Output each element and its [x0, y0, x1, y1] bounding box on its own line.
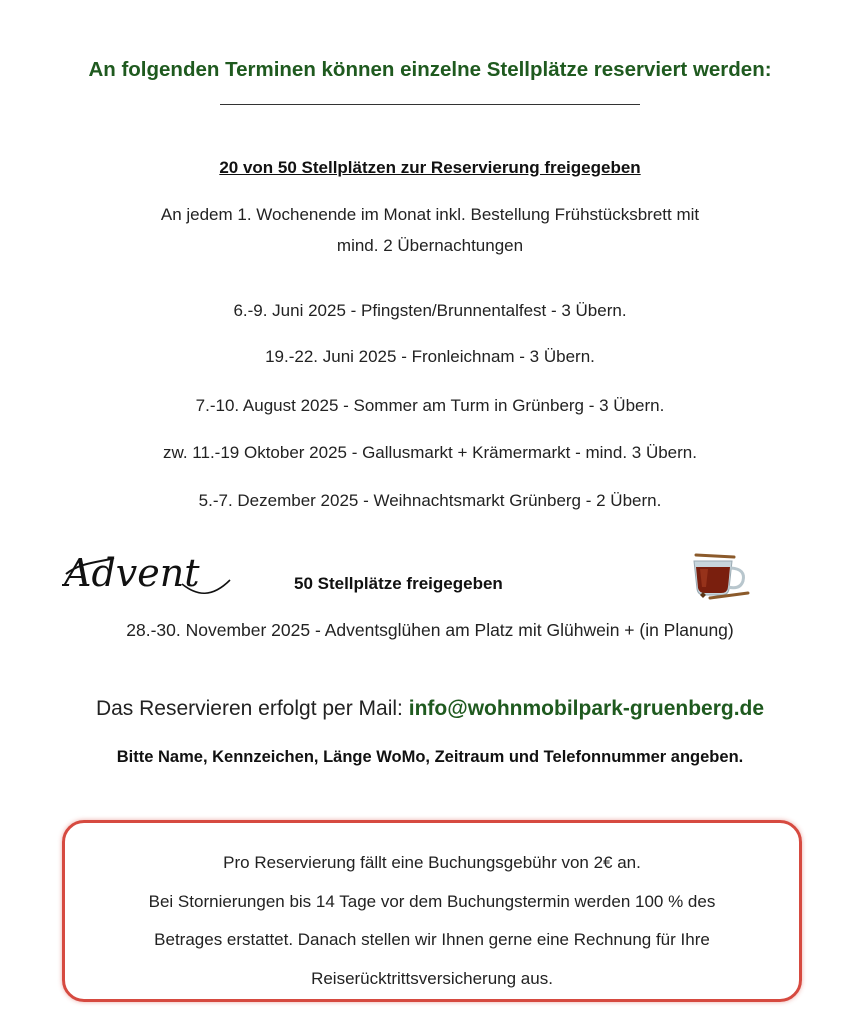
advent-title: 50 Stellplätze freigegeben — [294, 574, 503, 593]
date-row-gallusmarkt: zw. 11.-19 Oktober 2025 - Gallusmarkt + Krämermarkt - mind. 3 Übern. — [163, 443, 697, 462]
mulled-wine-cup-icon — [688, 551, 750, 603]
advent-date-line: 28.-30. November 2025 - Adventsglühen am Platz mit Glühwein + (in Planung) — [126, 620, 734, 640]
partial-reservation-intro — [0, 199, 860, 261]
date-row-fronleichnam: 19.-22. Juni 2025 - Fronleichnam - 3 Übern. — [265, 347, 595, 366]
partial-reservation-subheading: 20 von 50 Stellplätzen zur Reservierung freigegeben — [219, 158, 641, 177]
advent-script-logo — [62, 544, 234, 602]
intro-line: mind. 2 Übernachtungen — [336, 236, 524, 255]
contact-mail-prefix: Das Reservieren erfolgt per Mail: — [95, 697, 409, 720]
page-heading: An folgenden Terminen können einzelne Stellplätze reserviert werden: — [88, 58, 772, 81]
contact-email-link[interactable]: info@wohnmobilpark-gruenberg.de — [408, 697, 765, 720]
contact-mail-line — [0, 697, 860, 721]
fee-line: Bei Stornierungen bis 14 Tage vor dem Buchungstermin werden 100 % des — [148, 891, 716, 911]
fee-info-text — [62, 844, 802, 998]
intro-line: An jedem 1. Wochenende im Monat inkl. Bestellung Frühstücksbrett mit — [160, 205, 700, 224]
date-row-sommer-am-turm: 7.-10. August 2025 - Sommer am Turm in Grünberg - 3 Übern. — [195, 396, 665, 415]
date-row-weihnachtsmarkt: 5.-7. Dezember 2025 - Weihnachtsmarkt Grünberg - 2 Übern. — [198, 491, 662, 510]
fee-line: Pro Reservierung fällt eine Buchungsgebühr von 2€ an. — [223, 853, 641, 872]
fee-line: Betrages erstattet. Danach stellen wir Ihnen gerne eine Rechnung für Ihre — [154, 930, 710, 949]
date-row-pfingsten: 6.-9. Juni 2025 - Pfingsten/Brunnentalfest - 3 Übern. — [233, 301, 627, 320]
advent-logo-text: Advent — [64, 551, 200, 595]
heading-divider — [220, 104, 640, 105]
fee-line: Reiserücktrittsversicherung aus. — [311, 968, 553, 988]
reservation-requirements: Bitte Name, Kennzeichen, Länge WoMo, Zeitraum und Telefonnummer angeben. — [116, 748, 744, 766]
